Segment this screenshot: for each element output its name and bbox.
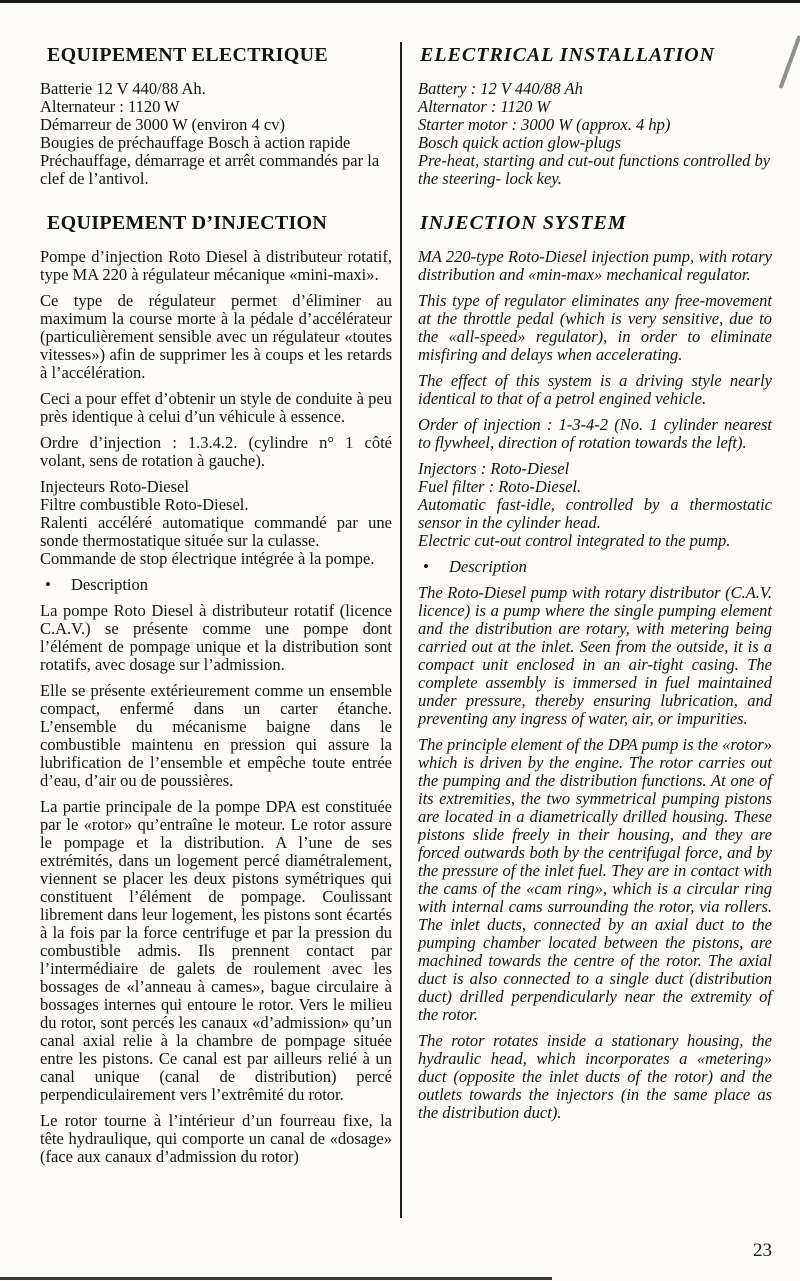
fr-injection-paragraph: Pompe d’injection Roto Diesel à distributeur rotatif, type MA 220 à régulateur mécanique «mini-maxi». <box>40 247 392 284</box>
bullet-icon: • <box>45 575 51 594</box>
fr-description-paragraph: La pompe Roto Diesel à distributeur rotatif (licence C.A.V.) se présente comme une pompe dont l’élément de pompage unique et la distribution sont rotatifs, avec dosage sur l’admission. <box>40 601 392 674</box>
en-description-paragraph: The Roto-Diesel pump with rotary distributor (C.A.V. licence) is a pump where the single pumping element and the distribution are rotary, with metering being carried out at the inlet. Seen from the outside, it is a compact unit enclosed in an air-tight casing. The complete assembly is immersed in fuel maintained under pressure, thereby ensuring lubrication, and preventing any ingress of water, air, or impurities. <box>418 583 772 728</box>
fr-spec-glowplugs: Bougies de préchauffage Bosch à action rapide <box>40 133 351 152</box>
fr-spec-injectors: Injecteurs Roto-Diesel <box>40 477 189 496</box>
fr-injection-spec-list <box>40 478 392 568</box>
fr-injection-paragraph: Ce type de régulateur permet d’éliminer au maximum la course morte à la pédale d’accélérateur (particulièrement sensible avec un régulateur «toutes vitesses») afin de supprimer les à coups et les retards à l’accélération. <box>40 291 392 382</box>
en-injection-paragraph: Order of injection : 1-3-4-2 (No. 1 cylinder nearest to flywheel, direction of rotation towards the left). <box>418 415 772 452</box>
fr-description-paragraph: Elle se présente extérieurement comme un ensemble compact, enfermé dans un carter étanche. L’ensemble du mécanisme baigne dans le combustible maintenu en pression qui assure la lubrification de l’ensemble et empêche toute entrée d’eau, d’air ou de poussières. <box>40 681 392 790</box>
en-description-label: Description <box>449 557 527 576</box>
en-injection-paragraph: The effect of this system is a driving style nearly identical to that of a petrol engined vehicle. <box>418 371 772 408</box>
en-spec-cut-out: Electric cut-out control integrated to the pump. <box>418 531 731 550</box>
fr-description-label: Description <box>71 575 148 594</box>
en-spec-injectors: Injectors : Roto-Diesel <box>418 459 570 478</box>
en-spec-battery: Battery : 12 V 440/88 Ah <box>418 79 583 98</box>
bottom-scan-edge <box>0 1277 552 1280</box>
fr-spec-battery: Batterie 12 V 440/88 Ah. <box>40 79 206 98</box>
en-spec-alternator: Alternator : 1120 W <box>418 97 551 116</box>
en-spec-glowplugs: Bosch quick action glow-plugs <box>418 133 622 152</box>
fr-description-paragraph: Le rotor tourne à l’intérieur d’un fourreau fixe, la tête hydraulique, qui comporte un canal de «dosage» (face aux canaux d’admission du rotor) <box>40 1111 392 1166</box>
fr-injection-paragraph: Ceci a pour effet d’obtenir un style de conduite à peu près identique à celui d’un véhicule à essence. <box>40 389 392 426</box>
fr-electrical-section-title: EQUIPEMENT ELECTRIQUE <box>47 44 328 66</box>
top-border-rule <box>0 0 800 3</box>
en-description-paragraph: The rotor rotates inside a stationary housing, the hydraulic head, which incorporates a «metering» duct (opposite the inlet ducts of the rotor) and the outlets towards the injectors (in the same place as the distribution duct). <box>418 1031 772 1122</box>
en-injection-paragraph: MA 220-type Roto-Diesel injection pump, with rotary distribution and «min-max» mechanical regulator. <box>418 247 772 284</box>
en-description-heading <box>418 558 772 576</box>
fr-electrical-specs <box>40 80 392 188</box>
en-description-paragraph: The principle element of the DPA pump is the «rotor» which is driven by the engine. The rotor carries out the pumping and the distribution functions. At one of its extremities, the two symmetrical pumping pistons are located in a diametrically drilled housing. These pistons slide freely in their housing, and they are forced outwards both by the centrifugal force, and by the pressure of the inlet fuel. They are in contact with the cams of the «cam ring», which is a circular ring with internal cams surrounding the rotor, via rollers. The inlet ducts, connected by an axial duct to the pumping chamber located between the pistons, are machined towards the centre of the rotor. The axial duct is also connected to a single duct (distribution duct) drilled perpendicularly near the extremity of the rotor. <box>418 735 772 1024</box>
scan-smudge-mark <box>779 35 800 89</box>
bullet-icon: • <box>423 557 429 576</box>
en-spec-starter: Starter motor : 3000 W (approx. 4 hp) <box>418 115 671 134</box>
en-injection-paragraph: This type of regulator eliminates any free-movement at the throttle pedal (which is very sensitive, due to the «all-speed» regulator), in order to eliminate misfiring and delays when accelerating. <box>418 291 772 364</box>
fr-spec-fast-idle: Ralenti accéléré automatique commandé par une sonde thermostatique située sur la culasse. <box>40 513 392 550</box>
en-injection-section-title: INJECTION SYSTEM <box>420 212 627 234</box>
fr-spec-starter: Démarreur de 3000 W (environ 4 cv) <box>40 115 285 134</box>
fr-description-heading <box>40 576 392 594</box>
french-column <box>40 44 392 1174</box>
en-electrical-specs <box>418 80 772 188</box>
fr-spec-stop-control: Commande de stop électrique intégrée à la pompe. <box>40 549 375 568</box>
column-divider-rule <box>400 42 402 1218</box>
fr-spec-alternator: Alternateur : 1120 W <box>40 97 180 116</box>
en-spec-fast-idle: Automatic fast-idle, controlled by a thermostatic sensor in the cylinder head. <box>418 495 772 532</box>
en-electrical-section-title: ELECTRICAL INSTALLATION <box>420 44 716 66</box>
fr-injection-section-title: EQUIPEMENT D’INJECTION <box>47 212 328 234</box>
fr-spec-fuel-filter: Filtre combustible Roto-Diesel. <box>40 495 249 514</box>
fr-spec-preheat: Préchauffage, démarrage et arrêt commandés par la clef de l’antivol. <box>40 151 380 188</box>
fr-description-paragraph: La partie principale de la pompe DPA est constituée par le «rotor» qu’entraîne le moteur. Le rotor assure le pompage et la distribution. A l’une de ses extrémités, dans un logement percé diamétralement, viennent se placer les deux pistons symétriques qui constituent l’élément de pompage. Coulissant librement dans leur logement, les pistons sont écartés à la fois par la force centrifuge et par la pression du combustible admis. Ils prennent contact par l’intermédiaire de galets de roulement avec les bossages de «l’anneau à cames», bague circulaire à bossages internes qui entoure le rotor. Vers le milieu du rotor, sont percés les canaux «d’admission» qu’un canal axial relie à la chambre de pompage située entre les pistons. Ce canal est par ailleurs relié à un canal unique (canal de distribution) percé perpendiculairement vers l’extrêmité du rotor. <box>40 797 392 1104</box>
fr-injection-paragraph: Ordre d’injection : 1.3.4.2. (cylindre n° 1 côté volant, sens de rotation à gauche). <box>40 433 392 470</box>
en-injection-spec-list <box>418 460 772 550</box>
en-spec-preheat: Pre-heat, starting and cut-out functions controlled by the steering- lock key. <box>418 151 771 188</box>
en-spec-fuel-filter: Fuel filter : Roto-Diesel. <box>418 477 582 496</box>
page-number: 23 <box>753 1240 772 1261</box>
english-column <box>418 44 772 1130</box>
